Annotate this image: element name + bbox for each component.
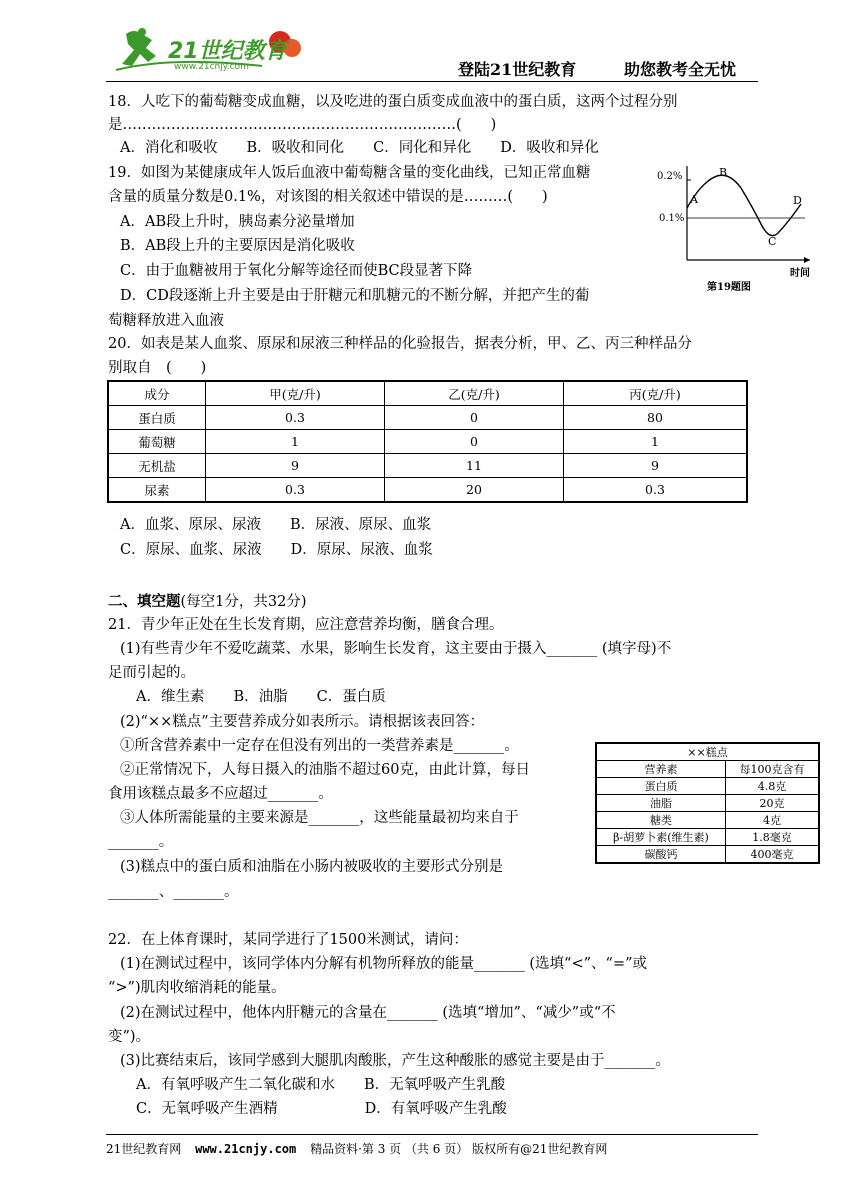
table-cell: 葡萄糖 [108,430,206,454]
logo [112,26,302,78]
q19-option-d-2: 萄糖释放进入血液 [108,313,224,329]
cake-nutrition-table [595,742,820,864]
q22-p2-b: 变”)。 [108,1029,151,1045]
table-row [596,778,819,795]
glucose-curve-line [687,175,801,235]
table-row [108,406,747,430]
table-row [596,829,819,846]
q22-options-ab: A．有氧呼吸产生二氧化碳和水 B．无氧呼吸产生乳酸 [136,1077,506,1093]
table-cell: 0 [385,406,564,430]
q19-figure [655,160,815,295]
table-cell: 糖类 [596,812,726,829]
footer-rule [106,1134,758,1135]
q19-option-a: A．AB段上升时，胰岛素分泌量增加 [120,214,355,230]
table-cell: 无机盐 [108,454,206,478]
table-row [596,795,819,812]
table-title: ××糕点 [596,743,819,761]
table-cell: β-胡萝卜素(维生素) [596,829,726,846]
q19-option-b: B．AB段上升的主要原因是消化吸收 [120,238,355,254]
table-header-row [108,381,747,406]
table-cell: 9 [564,454,748,478]
q20-options-cd: C．原尿、血浆、尿液 D．原尿、尿液、血浆 [120,542,433,558]
footer-url[interactable]: www.21cnjy.com [195,1142,297,1156]
table-cell: 1 [564,430,748,454]
q20-stem-1: 20．如表是某人血浆、原尿和尿液三种样品的化验报告，据表分析，甲、乙、丙三种样品分 [108,336,692,352]
q22-options-cd: C．无氧呼吸产生酒精 D．有氧呼吸产生乳酸 [136,1101,507,1117]
table-cell: 4.8克 [726,778,820,795]
q21-p1-b: 足而引起的。 [108,665,195,681]
fig-x-label: 时间 [790,268,810,279]
table-cell: 4克 [726,812,820,829]
q21-stem: 21．青少年正处在生长发育期，应注意营养均衡，膳食合理。 [108,617,504,633]
q21-p3-a: (3)糕点中的蛋白质和油脂在小肠内被吸收的主要形式分别是 [120,859,504,875]
table-header: 乙(克/升) [385,381,564,406]
table-cell: 碳酸钙 [596,846,726,864]
section-title-text: 二、填空题 [108,593,181,610]
q18-stem-1: 18．人吃下的葡萄糖变成血糖，以及吃进的蛋白质变成血液中的蛋白质，这两个过程分别 [108,94,678,110]
q19-option-d-1: D．CD段逐渐上升主要是由于肝糖元和肌糖元的不断分解，并把产生的葡 [120,288,590,304]
footer-page-info: 精品资料·第 3 页 （共 6 页） 版权所有@21世纪教育网 [310,1142,608,1156]
table-header-row [596,761,819,778]
q22-p3: (3)比赛结束后，该同学感到大腿肌肉酸胀，产生这种酸胀的感觉主要是由于_______。 [120,1053,670,1069]
table-cell: 蛋白质 [108,406,206,430]
table-header: 甲(克/升) [206,381,385,406]
q22-p1-a: (1)在测试过程中，该同学体内分解有机物所释放的能量_______ (选填“<”、“=”或 [120,956,648,972]
fig-point-b: B [719,166,728,179]
logo-url: www.21cnjy.com [174,62,249,72]
table-row [108,478,747,503]
q21-p3-b: _______、_______。 [108,884,239,900]
section-note: (每空1分，共32分) [180,594,307,610]
q20-options-ab: A．血浆、原尿、尿液 B．尿液、原尿、血浆 [120,517,432,533]
header-slogan-left: 登陆21世纪教育 [458,60,577,79]
table-cell: 400毫克 [726,846,820,864]
footer [106,1140,607,1157]
q21-s3-a: ③人体所需能量的主要来源是_______，这些能量最初均来自于 [120,810,519,826]
q21-s2-a: ②正常情况下，人每日摄入的油脂不超过60克，由此计算，每日 [120,762,530,778]
table-cell: 0.3 [206,406,385,430]
table-cell: 油脂 [596,795,726,812]
header-rule [106,81,758,82]
q21-s3-b: _______。 [108,834,174,850]
table-row [108,430,747,454]
q21-s2-b: 食用该糕点最多不应超过_______。 [108,786,333,802]
fig-y-low: 0.1% [659,213,685,224]
table-cell: 0.3 [564,478,748,503]
table-cell: 尿素 [108,478,206,503]
q20-table [107,380,748,503]
section-title [108,592,307,612]
q19-stem-1: 19．如图为某健康成年人饭后血液中葡萄糖含量的变化曲线，已知正常血糖 [108,165,591,181]
q19-option-c: C．由于血糖被用于氧化分解等途径而使BC段显著下降 [120,263,473,279]
table-cell: 1 [206,430,385,454]
q20-stem-2: 别取自 ( ) [108,360,207,376]
q22-p1-b: “>”)肌肉收缩消耗的能量。 [108,980,286,996]
q21-p1-options: A．维生素 B．油脂 C．蛋白质 [136,689,386,705]
table-cell: 0 [385,430,564,454]
table-cell: 80 [564,406,748,430]
q21-s1: ①所含营养素中一定存在但没有列出的一类营养素是_______。 [120,738,519,754]
table-cell: 20 [385,478,564,503]
table-cell: 蛋白质 [596,778,726,795]
table-header: 每100克含有 [726,761,820,778]
fig-point-a: A [690,193,698,206]
table-row [596,812,819,829]
q22-p2-a: (2)在测试过程中，他体内肝糖元的含量在_______ (选填“增加”、“减少”或“不 [120,1005,616,1021]
logo-text: 21世纪教育 [168,39,287,64]
q22-stem: 22．在上体育课时，某同学进行了1500米测试，请问： [108,932,468,948]
table-header: 营养素 [596,761,726,778]
q21-p2: (2)“××糕点”主要营养成分如表所示。请根据该表回答： [120,714,485,730]
table-header: 丙(克/升) [564,381,748,406]
table-row [596,846,819,864]
table-cell: 0.3 [206,478,385,503]
table-header: 成分 [108,381,206,406]
fig-caption: 第19题图 [707,282,751,293]
header-slogan-right: 助您教考全无忧 [624,60,737,79]
fig-point-d: D [793,194,802,207]
q21-p1-a: (1)有些青少年不爱吃蔬菜、水果，影响生长发育，这主要由于摄入_______ (填字母)不 [120,641,672,657]
footer-site: 21世纪教育网 [106,1142,182,1156]
table-cell: 20克 [726,795,820,812]
fig-point-c: C [768,235,777,248]
table-cell: 1.8毫克 [726,829,820,846]
q18-stem-2: 是……………………………………………………………( ) [108,117,497,133]
table-title-row [596,743,819,761]
q19-stem-2: 含量的质量分数是0.1%，对该图的相关叙述中错误的是………( ) [108,189,548,205]
table-row [108,454,747,478]
fig-y-high: 0.2% [657,171,683,182]
q18-options: A．消化和吸收 B．吸收和同化 C．同化和异化 D．吸收和异化 [120,140,599,156]
table-cell: 9 [206,454,385,478]
table-cell: 11 [385,454,564,478]
